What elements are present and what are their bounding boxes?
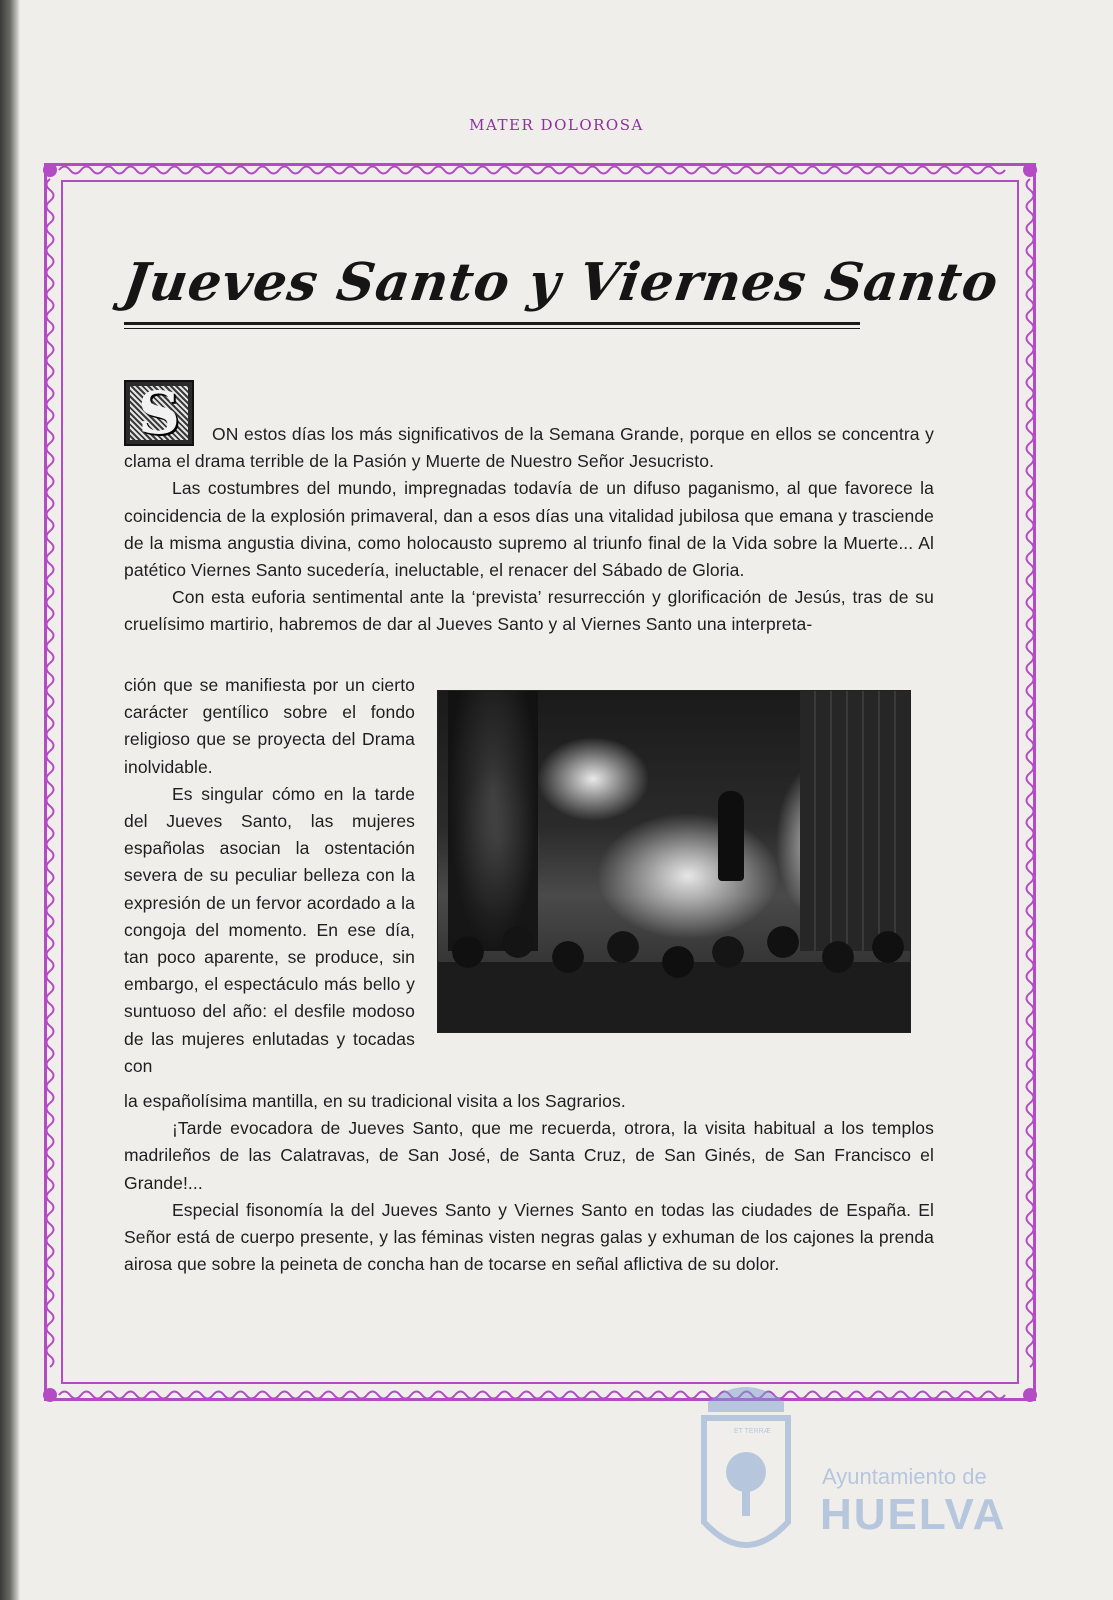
frame-scallop	[47, 729, 54, 751]
frame-scallop	[543, 167, 565, 174]
frame-scallop	[389, 167, 411, 174]
shield-motto: ET TERRÆ	[734, 1428, 771, 1435]
frame-scallop	[433, 1392, 455, 1399]
frame-scallop	[47, 641, 54, 663]
frame-scallop	[301, 167, 323, 174]
frame-scallop	[587, 1392, 609, 1399]
frame-scallop	[47, 201, 54, 223]
frame-scallop	[47, 839, 54, 861]
huelva-shield-icon	[686, 1372, 806, 1572]
title-underline-thin	[124, 328, 860, 329]
procession-photo	[437, 690, 911, 1033]
frame-scallop	[829, 167, 851, 174]
frame-scallop	[1027, 1235, 1034, 1257]
frame-scallop	[47, 663, 54, 685]
frame-scallop	[147, 1392, 169, 1399]
frame-scallop	[47, 267, 54, 289]
frame-scallop	[213, 1392, 235, 1399]
frame-scallop	[103, 167, 125, 174]
frame-scallop	[257, 1392, 279, 1399]
article-title: Jueves Santo y Viernes Santo	[119, 252, 1003, 313]
frame-scallop	[47, 377, 54, 399]
frame-scallop	[1027, 1279, 1034, 1301]
frame-scallop	[873, 167, 895, 174]
frame-scallop	[1027, 685, 1034, 707]
frame-scallop	[1027, 355, 1034, 377]
frame-scallop	[565, 167, 587, 174]
frame-scallop	[47, 245, 54, 267]
frame-scallop	[47, 289, 54, 311]
frame-scallop	[1027, 707, 1034, 729]
frame-scallop	[47, 179, 54, 201]
frame-scallop	[895, 167, 917, 174]
text-block-bottom	[124, 1088, 934, 1278]
frame-scallop	[1027, 1037, 1034, 1059]
frame-scallop	[1027, 179, 1034, 201]
frame-scallop	[1027, 773, 1034, 795]
text-block-left-column	[124, 672, 415, 1080]
frame-scallop	[47, 1191, 54, 1213]
frame-scallop	[47, 1301, 54, 1323]
frame-scallop	[631, 167, 653, 174]
frame-scallop	[1027, 201, 1034, 223]
frame-scallop	[47, 443, 54, 465]
photo-tree	[448, 691, 538, 951]
frame-scallop	[1027, 333, 1034, 355]
frame-scallop	[1027, 377, 1034, 399]
frame-scallop	[47, 465, 54, 487]
frame-scallop	[367, 167, 389, 174]
frame-scallop	[47, 1257, 54, 1279]
frame-scallop	[1027, 575, 1034, 597]
frame-scallop	[1027, 1169, 1034, 1191]
frame-scallop	[499, 167, 521, 174]
frame-scallop	[47, 1345, 54, 1367]
frame-corner-dot	[44, 164, 56, 176]
frame-scallop	[1027, 289, 1034, 311]
frame-corner-dot	[44, 1389, 56, 1401]
frame-scallop	[1027, 905, 1034, 927]
frame-scallop	[47, 971, 54, 993]
frame-scallop	[213, 167, 235, 174]
frame-scallop	[1027, 949, 1034, 971]
paragraph-1: ON estos días los más significativos de la Semana Grande, porque en ellos se concentra y clama el drama terrible de la Pasión y Muerte de Nuestro Señor Jesucristo.	[124, 424, 934, 472]
frame-scallop	[1027, 1191, 1034, 1213]
running-head: MATER DOLOROSA	[469, 116, 644, 134]
frame-scallop	[1027, 1301, 1034, 1323]
frame-scallop	[807, 167, 829, 174]
frame-scallop	[47, 795, 54, 817]
frame-scallop	[47, 883, 54, 905]
frame-scallop	[565, 1392, 587, 1399]
frame-scallop	[675, 167, 697, 174]
frame-scallop	[1027, 1257, 1034, 1279]
frame-scallop	[47, 905, 54, 927]
frame-scallop	[1027, 861, 1034, 883]
frame-scallop	[367, 1392, 389, 1399]
frame-scallop	[279, 167, 301, 174]
frame-scallop	[47, 927, 54, 949]
frame-scallop	[345, 167, 367, 174]
frame-scallop	[125, 1392, 147, 1399]
frame-scallop	[169, 167, 191, 174]
frame-scallop	[1027, 465, 1034, 487]
frame-scallop	[125, 167, 147, 174]
frame-scallop	[1027, 883, 1034, 905]
frame-scallop	[939, 167, 961, 174]
frame-scallop	[1027, 641, 1034, 663]
frame-scallop	[235, 167, 257, 174]
frame-scallop	[697, 167, 719, 174]
frame-scallop	[1027, 443, 1034, 465]
frame-scallop	[1027, 223, 1034, 245]
frame-scallop	[1027, 531, 1034, 553]
frame-scallop	[47, 333, 54, 355]
frame-scallop	[301, 1392, 323, 1399]
frame-scallop	[543, 1392, 565, 1399]
frame-scallop	[1027, 1147, 1034, 1169]
frame-scallop	[917, 167, 939, 174]
frame-scallop	[1027, 751, 1034, 773]
frame-scallop	[1027, 1081, 1034, 1103]
frame-scallop	[47, 1103, 54, 1125]
paragraph-2: Las costumbres del mundo, impregnadas todavía de un difuso paganismo, al que favorece la coincidencia de la explosión primaveral, dan a esos días una vitalidad jubilosa que emana y trasciende de la misma angustia divina, como holocausto supremo al triunfo final de la Vida sobre la Muerte... Al patético Viernes Santo sucedería, ineluctable, el renacer del Sábado de Gloria.	[124, 478, 934, 581]
frame-scallop	[47, 685, 54, 707]
frame-scallop	[47, 1125, 54, 1147]
title-underline-thick	[124, 322, 860, 325]
frame-scallop	[47, 597, 54, 619]
paragraph-3: Con esta euforia sentimental ante la ‘prevista’ resurrección y glorificación de Jesús, tras de su cruelísimo martirio, habremos de dar al Jueves Santo y al Viernes Santo una interpreta-	[124, 587, 934, 635]
frame-scallop	[47, 861, 54, 883]
frame-scallop	[1027, 421, 1034, 443]
photo-crowd	[438, 922, 910, 1032]
frame-scallop	[1027, 267, 1034, 289]
frame-scallop	[1027, 1125, 1034, 1147]
frame-scallop	[147, 167, 169, 174]
frame-scallop	[851, 167, 873, 174]
frame-scallop	[47, 1081, 54, 1103]
frame-scallop	[1027, 817, 1034, 839]
frame-scallop	[631, 1392, 653, 1399]
frame-scallop	[47, 553, 54, 575]
frame-corner-dot	[1024, 164, 1036, 176]
frame-scallop	[1027, 619, 1034, 641]
frame-scallop	[47, 1059, 54, 1081]
photo-building	[800, 691, 910, 951]
frame-scallop	[323, 1392, 345, 1399]
frame-scallop	[47, 1169, 54, 1191]
frame-scallop	[477, 167, 499, 174]
frame-scallop	[47, 707, 54, 729]
frame-scallop	[235, 1392, 257, 1399]
frame-scallop	[653, 1392, 675, 1399]
frame-scallop	[81, 1392, 103, 1399]
frame-scallop	[433, 167, 455, 174]
frame-scallop	[169, 1392, 191, 1399]
frame-scallop	[741, 167, 763, 174]
frame-scallop	[47, 1279, 54, 1301]
frame-scallop	[763, 167, 785, 174]
frame-scallop	[47, 1037, 54, 1059]
frame-scallop	[1027, 927, 1034, 949]
frame-scallop	[653, 167, 675, 174]
frame-scallop	[1027, 509, 1034, 531]
frame-scallop	[47, 355, 54, 377]
photo-statue-figure	[718, 791, 744, 881]
frame-scallop	[521, 1392, 543, 1399]
frame-scallop	[47, 1015, 54, 1037]
watermark-line-2: HUELVA	[820, 1490, 1007, 1539]
frame-scallop	[1027, 993, 1034, 1015]
frame-scallop	[47, 311, 54, 333]
frame-scallop	[1027, 1345, 1034, 1367]
frame-scallop	[1027, 839, 1034, 861]
frame-scallop	[1027, 1213, 1034, 1235]
paragraph-3-continuation: ción que se manifiesta por un cierto carácter gentílico sobre el fondo religioso que se proyecta del Drama inolvidable.	[124, 675, 415, 777]
drop-cap-letter: S	[138, 379, 180, 447]
paragraph-5: ¡Tarde evocadora de Jueves Santo, que me recuerda, otrora, la visita habitual a los templos madrileños de las Calatravas, de San José, de Santa Cruz, de San Ginés, de San Francisco el Grande!...	[124, 1118, 934, 1193]
frame-scallop	[719, 167, 741, 174]
frame-scallop	[47, 751, 54, 773]
frame-scallop	[455, 1392, 477, 1399]
frame-scallop	[47, 1323, 54, 1345]
frame-scallop	[47, 421, 54, 443]
frame-scallop	[47, 1213, 54, 1235]
frame-scallop	[47, 223, 54, 245]
frame-scallop	[1027, 399, 1034, 421]
frame-scallop	[785, 167, 807, 174]
frame-scallop	[257, 167, 279, 174]
frame-scallop	[389, 1392, 411, 1399]
frame-scallop	[411, 167, 433, 174]
frame-scallop	[1027, 553, 1034, 575]
paragraph-4: Es singular cómo en la tarde del Jueves Santo, las mujeres españolas asocian la ostentación severa de su peculiar belleza con la expresión de un fervor acordado a la congoja del momento. En ese día, tan poco aparente, se produce, sin embargo, el espectáculo más bello y suntuoso del año: el desfile modoso de las mujeres enlutadas y tocadas con	[124, 783, 415, 1076]
frame-scallop	[47, 817, 54, 839]
frame-scallop	[499, 1392, 521, 1399]
frame-scallop	[1027, 971, 1034, 993]
watermark-line-1: Ayuntamiento de	[822, 1464, 987, 1489]
frame-scallop	[455, 167, 477, 174]
frame-scallop	[609, 1392, 631, 1399]
frame-scallop	[1027, 1103, 1034, 1125]
frame-scallop	[1027, 1015, 1034, 1037]
frame-scallop	[1027, 795, 1034, 817]
text-block-top	[124, 421, 934, 639]
frame-scallop	[477, 1392, 499, 1399]
frame-scallop	[1027, 487, 1034, 509]
frame-scallop	[47, 949, 54, 971]
frame-scallop	[521, 167, 543, 174]
frame-scallop	[1027, 1059, 1034, 1081]
frame-scallop	[1027, 1323, 1034, 1345]
frame-scallop	[609, 167, 631, 174]
paragraph-6: Especial fisonomía la del Jueves Santo y Viernes Santo en todas las ciudades de España. El Señor está de cuerpo presente, y las féminas visten negras galas y exhuman de los cajones la prenda airosa que sobre la peineta de concha han de tocarse en señal aflictiva de su dolor.	[124, 1199, 934, 1275]
paragraph-4-continuation: la españolísima mantilla, en su tradicional visita a los Sagrarios.	[124, 1091, 626, 1111]
frame-scallop	[279, 1392, 301, 1399]
frame-scallop	[983, 167, 1005, 174]
frame-scallop	[59, 167, 81, 174]
frame-scallop	[103, 1392, 125, 1399]
frame-scallop	[1027, 729, 1034, 751]
frame-scallop	[47, 399, 54, 421]
frame-scallop	[47, 619, 54, 641]
frame-scallop	[323, 167, 345, 174]
frame-scallop	[411, 1392, 433, 1399]
article-title-block	[119, 252, 1003, 314]
frame-corner-dot	[1024, 1389, 1036, 1401]
frame-scallop	[47, 531, 54, 553]
frame-scallop	[47, 487, 54, 509]
frame-scallop	[1027, 311, 1034, 333]
frame-scallop	[47, 1147, 54, 1169]
frame-scallop	[47, 509, 54, 531]
frame-scallop	[47, 773, 54, 795]
frame-scallop	[47, 1235, 54, 1257]
frame-scallop	[587, 167, 609, 174]
frame-scallop	[191, 1392, 213, 1399]
frame-scallop	[59, 1392, 81, 1399]
frame-scallop	[1027, 663, 1034, 685]
frame-scallop	[345, 1392, 367, 1399]
frame-scallop	[1027, 245, 1034, 267]
frame-scallop	[1027, 597, 1034, 619]
frame-scallop	[47, 575, 54, 597]
frame-scallop	[191, 167, 213, 174]
frame-scallop	[47, 993, 54, 1015]
frame-scallop	[961, 167, 983, 174]
huelva-watermark	[686, 1372, 1016, 1572]
frame-scallop	[81, 167, 103, 174]
